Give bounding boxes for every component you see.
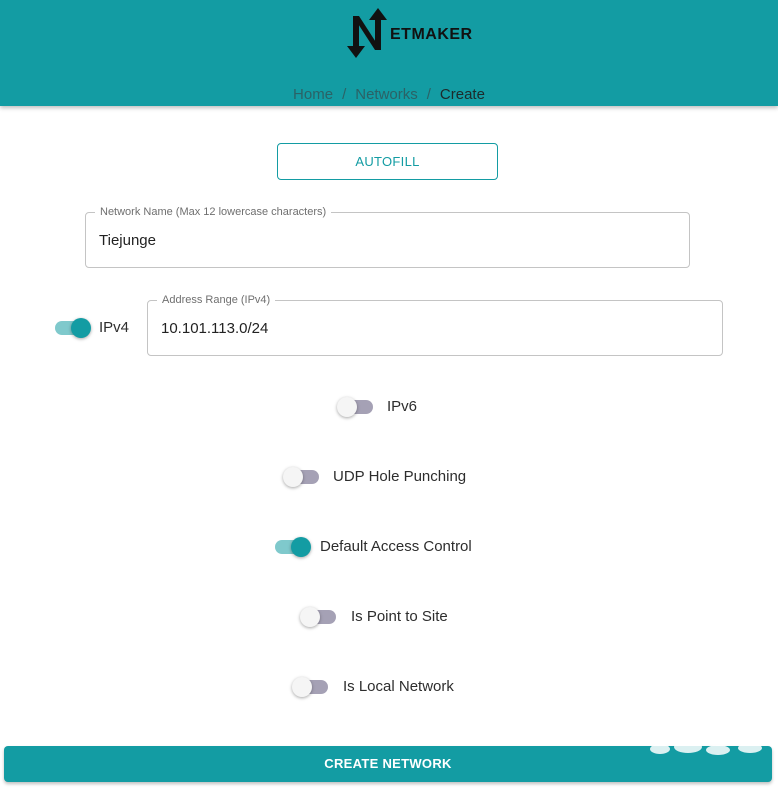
address-range-label: Address Range (IPv4) (157, 294, 275, 306)
ipv6-toggle-label: IPv6 (387, 398, 418, 415)
udp-hole-punching-toggle[interactable] (283, 467, 321, 487)
network-name-field[interactable] (85, 206, 690, 268)
address-range-field[interactable] (147, 294, 723, 356)
create-network-button[interactable]: CREATE NETWORK (4, 746, 772, 782)
is-point-to-site-toggle[interactable] (300, 607, 338, 627)
ipv4-toggle-label: IPv4 (99, 319, 130, 336)
watermark-smudge (646, 740, 766, 756)
toggle-thumb (300, 607, 320, 627)
logo-text: ETMAKER (390, 26, 473, 43)
netmaker-logo[interactable] (346, 6, 473, 60)
toggle-thumb (283, 467, 303, 487)
netmaker-logo-icon (346, 6, 388, 60)
breadcrumb-separator: / (426, 86, 431, 103)
ipv4-toggle[interactable] (53, 318, 91, 338)
toggle-thumb (337, 397, 357, 417)
udp-hole-punching-label: UDP Hole Punching (333, 468, 467, 485)
toggle-thumb (71, 318, 91, 338)
breadcrumb-networks[interactable]: Networks (355, 86, 418, 103)
breadcrumb-current: Create (439, 86, 485, 103)
is-local-network-toggle[interactable] (292, 677, 330, 697)
is-local-network-label: Is Local Network (343, 678, 454, 695)
toggle-thumb (291, 537, 311, 557)
network-name-value[interactable]: Tiejunge (99, 231, 156, 249)
breadcrumb-home[interactable]: Home (293, 86, 334, 103)
breadcrumb (0, 86, 778, 103)
default-access-control-toggle[interactable] (273, 537, 311, 557)
network-name-label: Network Name (Max 12 lowercase characters) (95, 206, 331, 218)
autofill-button[interactable]: AUTOFILL (277, 143, 498, 180)
is-point-to-site-label: Is Point to Site (351, 608, 448, 625)
default-access-control-label: Default Access Control (320, 538, 472, 555)
toggle-thumb (292, 677, 312, 697)
address-range-value[interactable]: 10.101.113.0/24 (161, 319, 269, 337)
breadcrumb-separator: / (342, 86, 347, 103)
ipv6-toggle[interactable] (337, 397, 375, 417)
app-header (0, 0, 778, 106)
